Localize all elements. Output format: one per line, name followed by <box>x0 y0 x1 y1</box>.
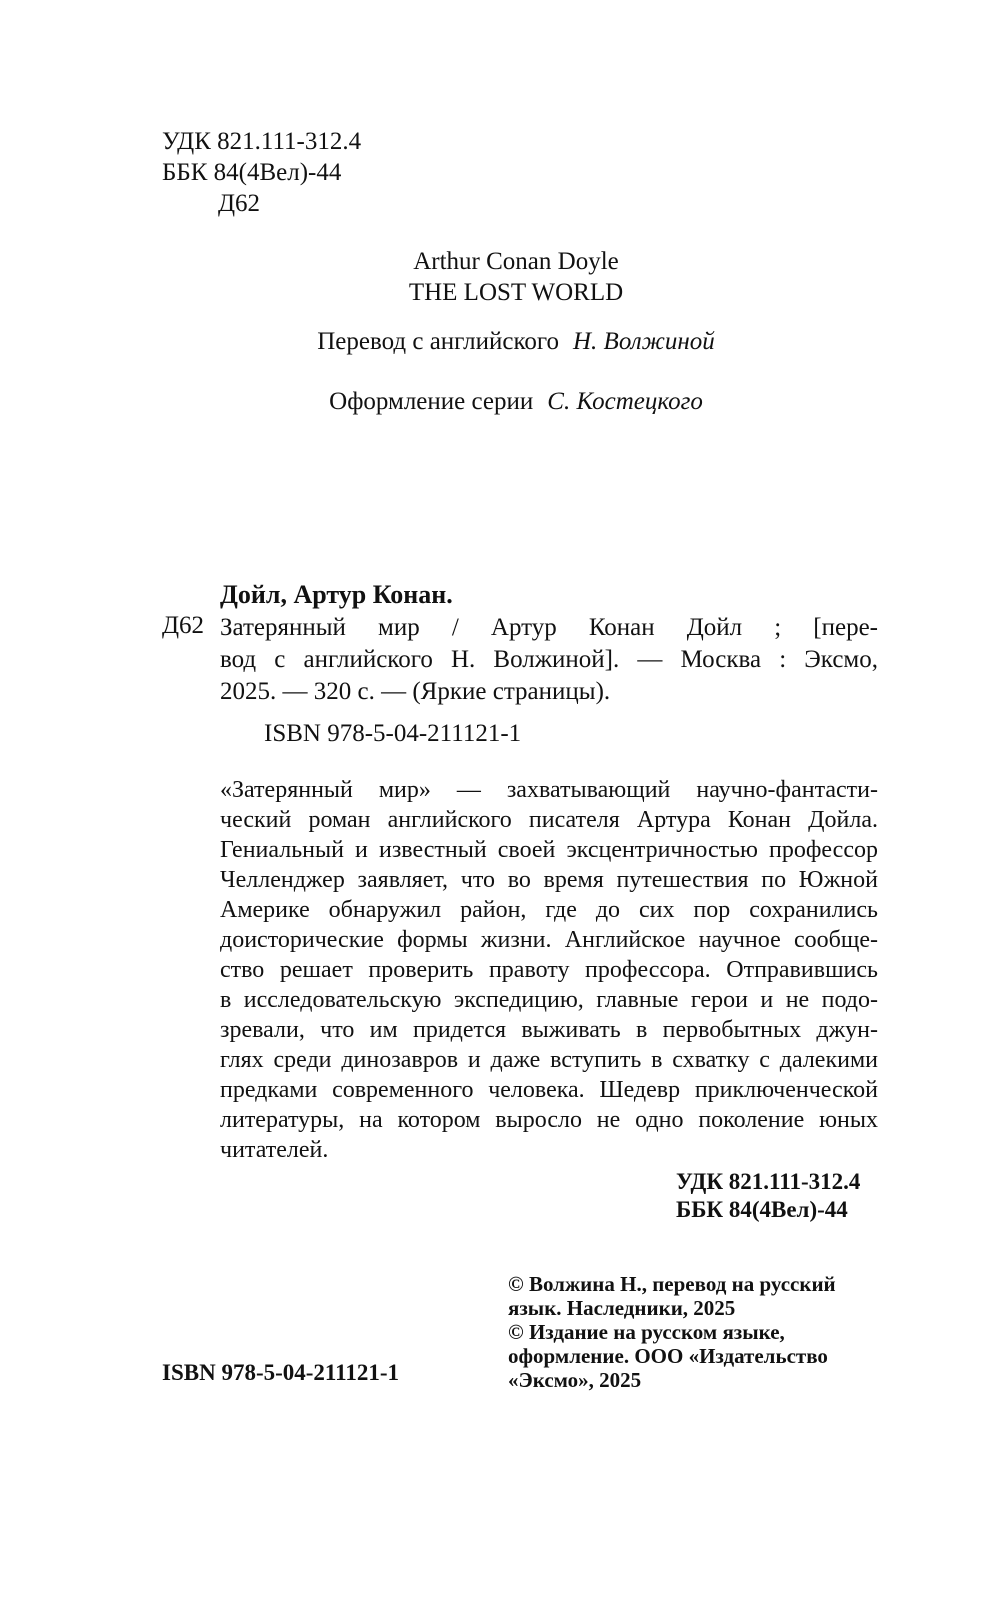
annotation-line: зревали, что им придется выживать в первобытных джун- <box>220 1017 878 1043</box>
footer-bbk-code: ББК 84(4Вел)-44 <box>676 1197 848 1222</box>
original-title: THE LOST WORLD <box>408 279 624 306</box>
translation-credit <box>0 328 1000 356</box>
translator-name: Н. Волжиной <box>573 328 715 355</box>
annotation-line: ческий роман английского писателя Артура Конан Дойла. <box>220 807 878 833</box>
annotation-line: «Затерянный мир» — захватывающий научно-фантасти- <box>220 777 878 803</box>
footer-classification-codes <box>676 1168 860 1224</box>
author-mark: Д62 <box>218 190 261 217</box>
annotation-line: литературы, на котором выросло не одно поколение юных <box>220 1107 878 1133</box>
catalog-isbn: ISBN 978-5-04-211121-1 <box>264 720 522 747</box>
copyright-notice <box>508 1272 880 1392</box>
copyright-line: оформление. ООО «Издательство <box>508 1344 828 1368</box>
original-author: Arthur Conan Doyle <box>413 248 619 275</box>
original-title-block <box>0 246 1000 308</box>
translation-label: Перевод с английского <box>317 328 559 355</box>
description-line: 2025. — 320 с. — (Яркие страницы). <box>220 678 611 705</box>
annotation-line: Челленджер заявляет, что во время путешествия по Южной <box>220 867 878 893</box>
footer-udk-code: УДК 821.111-312.4 <box>676 1169 861 1194</box>
annotation-line: доисторические формы жизни. Английское научное сообще- <box>220 927 878 953</box>
annotation-line: глях среди динозавров и даже вступить в схватку с далекими <box>220 1047 878 1073</box>
copyright-line: © Издание на русском языке, <box>508 1320 785 1344</box>
annotation-line: в исследовательскую экспедицию, главные герои и не подо- <box>220 987 878 1013</box>
copyright-line: © Волжина Н., перевод на русский <box>508 1272 836 1296</box>
header-classification-codes <box>162 126 361 219</box>
annotation-line: ство решает проверить правоту профессора. Отправившись <box>220 957 878 983</box>
annotation-line: Америке обнаружил район, где до сих пор сохранились <box>220 897 878 923</box>
copyright-line: язык. Наследники, 2025 <box>508 1296 736 1320</box>
design-label: Оформление серии <box>329 388 534 415</box>
annotation-line: Гениальный и известный своей эксцентричностью профессор <box>220 837 878 863</box>
annotation <box>220 775 878 1165</box>
annotation-line: предками современного человека. Шедевр приключенческой <box>220 1077 878 1103</box>
copyright-line: «Эксмо», 2025 <box>508 1368 642 1392</box>
description-line: вод с английского Н. Волжиной]. — Москва : Эксмо, <box>220 646 878 673</box>
designer-name: С. Костецкого <box>547 388 703 415</box>
bbk-code: ББК 84(4Вел)-44 <box>162 159 342 186</box>
description-line: Затерянный мир / Артур Конан Дойл ; [пере- <box>220 614 878 641</box>
design-credit <box>0 388 1000 416</box>
annotation-line: читателей. <box>220 1137 329 1163</box>
bibliographic-description <box>220 612 878 708</box>
footer-isbn: ISBN 978-5-04-211121-1 <box>162 1360 400 1385</box>
catalog-author-heading: Дойл, Артур Конан. <box>220 580 453 609</box>
udk-code: УДК 821.111-312.4 <box>162 128 362 155</box>
catalog-code: Д62 <box>162 612 205 639</box>
